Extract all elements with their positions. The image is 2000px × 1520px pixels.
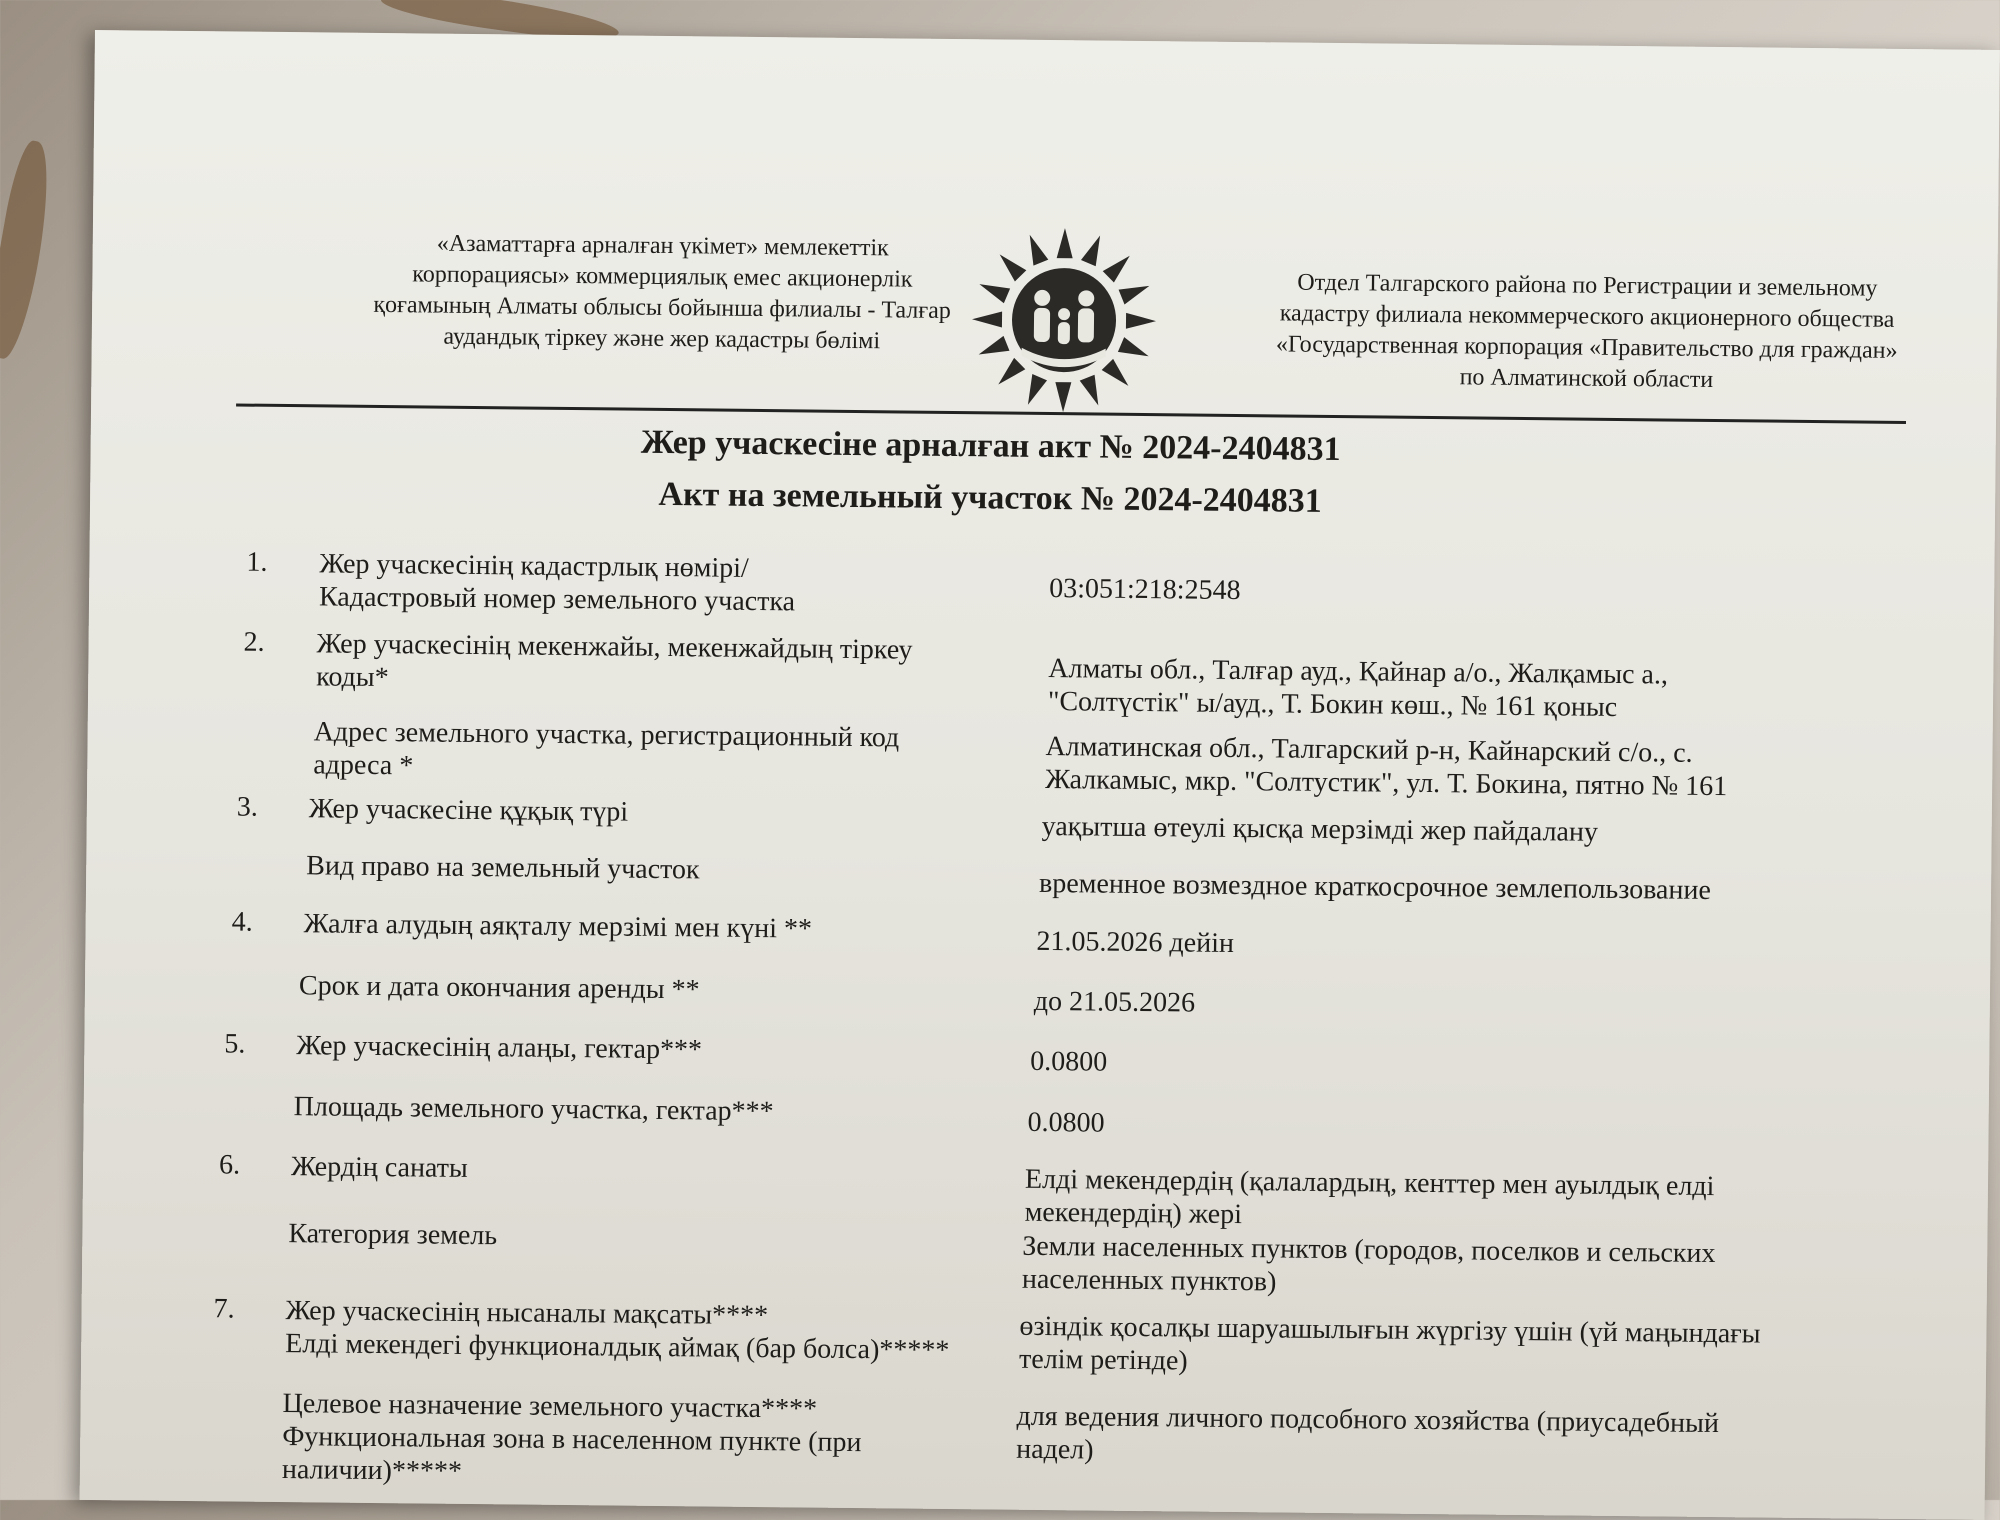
- item-label-ru: Кадастровый номер земельного участка: [318, 581, 796, 618]
- header-left-line: аудандық тіркеу және жер кадастры бөлімі: [443, 323, 881, 355]
- item-value-category-ru: населенных пунктов): [1021, 1263, 1277, 1298]
- item-value-right-type-ru: временное возмездное краткосрочное землепользование: [1038, 867, 1712, 906]
- item-value-address-kz: "Солтүстік" ы/ауд., Т. Бокин көш., № 161 қоныс: [1047, 686, 1618, 723]
- item-label-kz: Жер учаскесінің нысаналы мақсаты****: [285, 1295, 769, 1332]
- sun-family-emblem-icon: [963, 219, 1165, 421]
- item-value-purpose-ru: надел): [1016, 1433, 1094, 1466]
- item-value-category-kz: Елді мекендердің (қалалардың, кенттер мен ауылдық елді: [1024, 1163, 1715, 1203]
- item-value-area-ru: 0.0800: [1027, 1106, 1105, 1139]
- item-label-kz: коды*: [316, 661, 389, 694]
- item-label-ru: Функциональная зона в населенном пункте (при: [282, 1421, 862, 1459]
- item-value-purpose-ru: для ведения личного подсобного хозяйства (приусадебный: [1016, 1400, 1720, 1440]
- document-title-kz: Жер учаскесіне арналған акт № 2024-2404831: [640, 423, 1341, 469]
- item-value-address-ru: Жалкамыс, мкр. "Солтустик", ул. Т. Бокина, пятно № 161: [1045, 763, 1728, 803]
- item-number: 7.: [213, 1293, 235, 1325]
- header-left-line: қоғамының Алматы облысы бойынша филиалы - Талғар: [373, 291, 951, 324]
- item-label-ru: Целевое назначение земельного участка****: [282, 1388, 818, 1425]
- item-label-ru: Адрес земельного участка, регистрационный код: [313, 716, 900, 754]
- item-label-kz: Елді мекендегі функционалдық аймақ (бар болса)*****: [285, 1328, 950, 1367]
- header-right-line: «Государственная корпорация «Правительство для граждан»: [1275, 331, 1898, 364]
- item-label-ru: Площадь земельного участка, гектар***: [293, 1091, 774, 1128]
- item-number: 6.: [218, 1149, 241, 1181]
- item-label-ru: наличии)*****: [281, 1454, 463, 1487]
- item-number: 5.: [224, 1028, 246, 1060]
- item-value-cadastral-number: 03:051:218:2548: [1049, 573, 1241, 607]
- item-label-ru: Вид право на земельный участок: [306, 850, 700, 886]
- header-left-line: корпорациясы» коммерциялық емес акционерлік: [412, 261, 913, 293]
- item-label-kz: Жер учаскесінің мекенжайы, мекенжайдың тіркеу: [316, 628, 913, 666]
- item-value-category-ru: Земли населенных пунктов (городов, поселков и сельских: [1022, 1230, 1716, 1270]
- item-value-address-kz: Алматы обл., Талғар ауд., Қайнар а/о., Жалқамыс а.,: [1048, 653, 1669, 691]
- item-number: 3.: [236, 791, 259, 823]
- header-left-kz: [262, 227, 1063, 359]
- item-value-lease-end-ru: до 21.05.2026: [1033, 985, 1196, 1019]
- item-number: 1.: [246, 546, 268, 578]
- item-number: 4.: [231, 906, 253, 938]
- document-sheet: [80, 30, 2000, 1520]
- header-right-ru: [1176, 266, 1997, 399]
- item-label-ru: Срок и дата окончания аренды **: [298, 970, 700, 1006]
- item-value-lease-end-kz: 21.05.2026 дейін: [1036, 925, 1235, 959]
- item-number: 2.: [243, 626, 265, 658]
- item-label-ru: адреса *: [313, 749, 414, 782]
- item-value-right-type-kz: уақытша өтеулі қысқа мерзімді жер пайдалану: [1041, 810, 1599, 848]
- background-marble-vein: [0, 138, 59, 362]
- item-label-kz: Жалға алудың аяқталу мерзімі мен күні **: [303, 908, 813, 945]
- header-right-line: кадастру филиала некоммерческого акционерного общества: [1279, 300, 1895, 333]
- item-label-ru: Категория земель: [288, 1218, 498, 1252]
- item-label-kz: Жердің санаты: [290, 1151, 468, 1184]
- header-right-line: Отдел Талгарского района по Регистрации и земельному: [1297, 269, 1878, 302]
- item-label-kz: Жер учаскесіне құқық түрі: [308, 793, 629, 828]
- item-label-kz: Жер учаскесінің кадастрлық нөмірі/: [319, 548, 749, 584]
- item-value-address-ru: Алматинская обл., Талгарский р-н, Кайнарский с/о., с.: [1045, 730, 1693, 769]
- header-left-line: «Азаматтарға арналған үкімет» мемлекеттік: [436, 230, 889, 262]
- item-value-purpose-kz: телім ретінде): [1018, 1343, 1188, 1377]
- document-title-ru: Акт на земельный участок № 2024-2404831: [658, 475, 1322, 520]
- item-value-area-kz: 0.0800: [1030, 1045, 1108, 1078]
- item-value-category-kz: мекендердің) жері: [1024, 1196, 1243, 1231]
- header-right-line: по Алматинской области: [1459, 364, 1714, 393]
- item-value-purpose-kz: өзіндік қосалқы шаруашылығын жүргізу үшін (үй маңындағы: [1019, 1310, 1761, 1350]
- item-label-kz: Жер учаскесінің алаңы, гектар***: [296, 1030, 703, 1066]
